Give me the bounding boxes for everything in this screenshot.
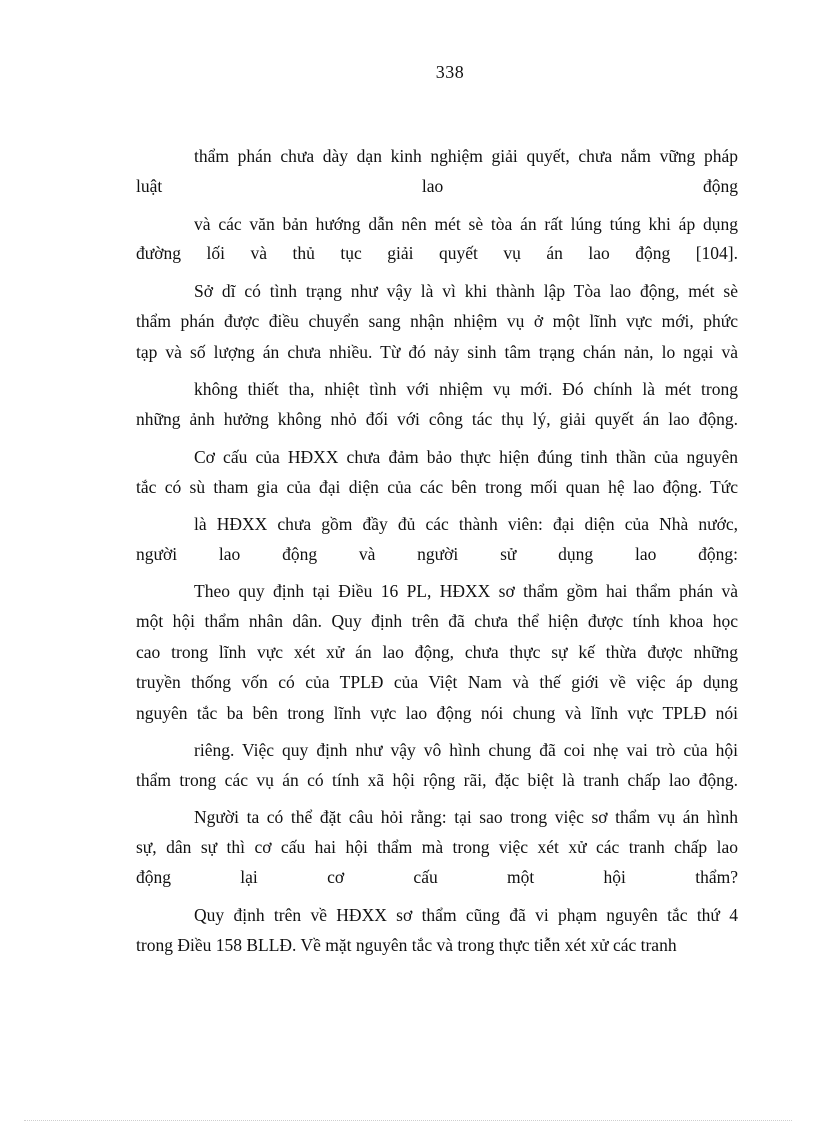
text-line: thẩm phán được điều chuyển sang nhận nhiệm vụ ở một lĩnh vực mới, phức [136, 311, 738, 331]
text-line: tạp và số lượng án chưa nhiều. Từ đó nảy sinh tâm trạng chán nản, lo ngại và [136, 342, 738, 362]
text-line: người lao động và người sử dụng lao động: [136, 544, 738, 564]
text-line: luật lao động [136, 176, 738, 196]
text-line: một hội thẩm nhân dân. Quy định trên đã chưa thể hiện được tính khoa học [136, 611, 738, 631]
text-line: không thiết tha, nhiệt tình với nhiệm vụ mới. Đó chính là mét trong [194, 379, 738, 399]
text-line: trong Điều 158 BLLĐ. Về mặt nguyên tắc và trong thực tiễn xét xử các tranh [136, 935, 677, 955]
text-line: là HĐXX chưa gồm đầy đủ các thành viên: đại diện của Nhà nước, [194, 514, 738, 534]
text-line: tắc có sù tham gia của đại diện của các bên trong mối quan hệ lao động. Tức [136, 477, 738, 497]
text-line: riêng. Việc quy định như vậy vô hình chung đã coi nhẹ vai trò của hội [194, 740, 738, 760]
text-line: truyền thống vốn có của TPLĐ của Việt Nam và thế giới về việc áp dụng [136, 672, 738, 692]
text-line: thẩm phán chưa dày dạn kinh nghiệm giải quyết, chưa nắm vững pháp [194, 146, 738, 166]
text-line: và các văn bản hướng dẫn nên mét sè tòa án rất lúng túng khi áp dụng [194, 214, 738, 234]
text-line: Sở dĩ có tình trạng như vậy là vì khi thành lập Tòa lao động, mét sè [194, 281, 738, 301]
text-line: Theo quy định tại Điều 16 PL, HĐXX sơ thẩm gồm hai thẩm phán và [194, 581, 738, 601]
text-line: Cơ cấu của HĐXX chưa đảm bảo thực hiện đúng tinh thần của nguyên [194, 447, 738, 467]
text-line: những ảnh hưởng không nhỏ đối với công tác thụ lý, giải quyết án lao động. [136, 409, 738, 429]
text-line: cao trong lĩnh vực xét xử án lao động, chưa thực sự kế thừa được những [136, 642, 738, 662]
footer-divider [24, 1120, 792, 1121]
text-line: sự, dân sự thì cơ cấu hai hội thẩm mà trong việc xét xử các tranh chấp lao [136, 837, 738, 857]
text-line: thẩm trong các vụ án có tính xã hội rộng rãi, đặc biệt là tranh chấp lao động. [136, 770, 738, 790]
text-line: động lại cơ cấu một hội thẩm? [136, 867, 738, 887]
page-number: 338 [435, 62, 465, 82]
text-line: Quy định trên về HĐXX sơ thẩm cũng đã vi phạm nguyên tắc thứ 4 [194, 905, 738, 925]
text-line: Người ta có thể đặt câu hỏi rằng: tại sao trong việc sơ thẩm vụ án hình [194, 807, 738, 827]
text-line: đường lối và thủ tục giải quyết vụ án lao động [104]. [136, 243, 738, 263]
text-line: nguyên tắc ba bên trong lĩnh vực lao động nói chung và lĩnh vực TPLĐ nói [136, 703, 738, 723]
